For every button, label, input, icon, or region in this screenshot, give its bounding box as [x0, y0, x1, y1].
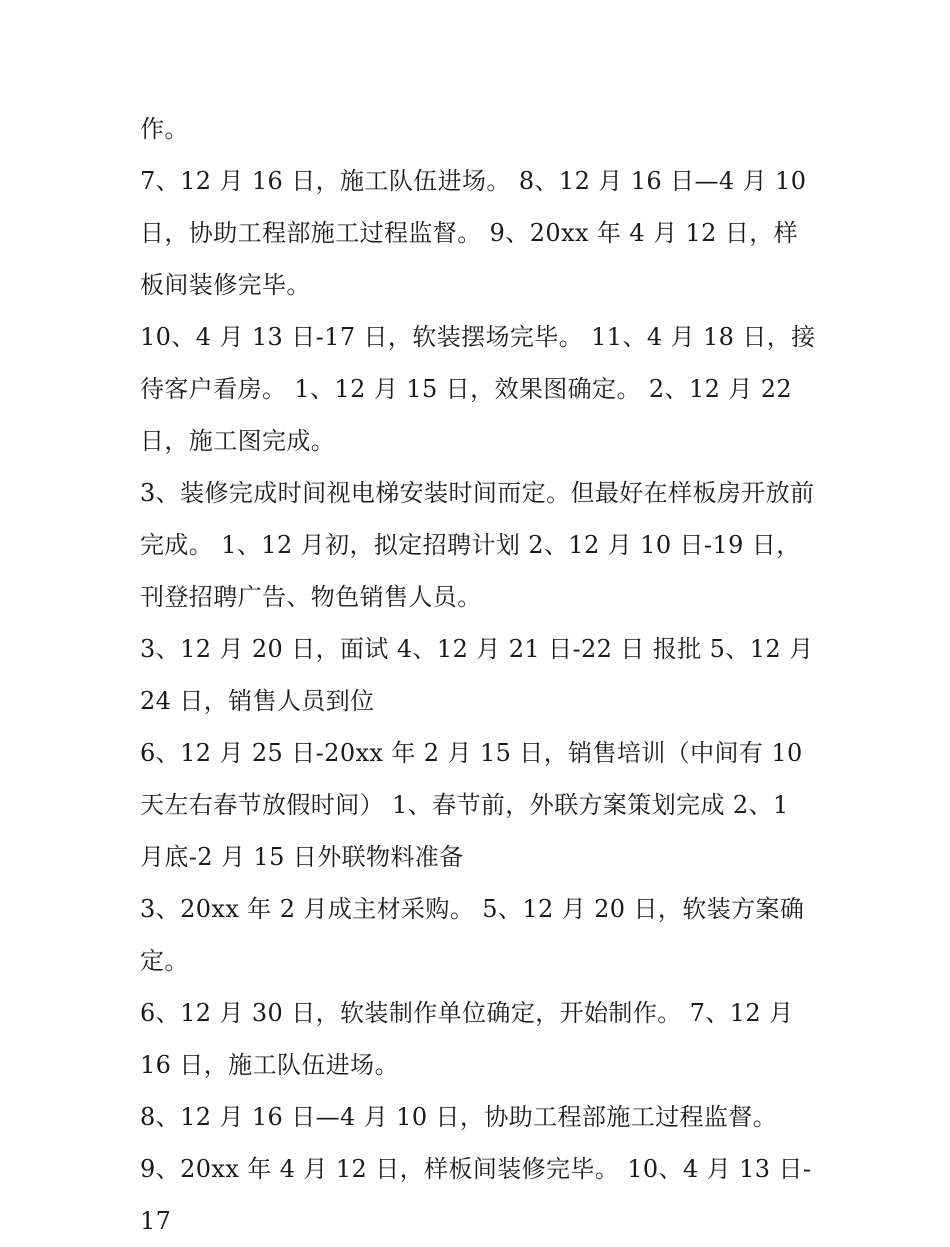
paragraph-5: 3、12 月 20 日，面试 4、12 月 21 日-22 日 报批 5、12 月 24 日，销售人员到位: [140, 635, 822, 715]
paragraph-6: 6、12 月 25 日-20xx 年 2 月 15 日，销售培训（中间有 10 天左右春节放假时间） 1、春节前，外联方案策划完成 2、1 月底-2 月 15 日外联物料准备: [140, 739, 811, 871]
paragraph-8: 6、12 月 30 日，软装制作单位确定，开始制作。 7、12 月 16 日，施工队伍进场。: [140, 999, 802, 1079]
paragraph-4: 3、装修完成时间视电梯安装时间而定。但最好在样板房开放前完成。 1、12 月初，拟定招聘计划 2、12 月 10 日-19 日，刊登招聘广告、物色销售人员。: [140, 479, 815, 611]
paragraph-7: 3、20xx 年 2 月成主材采购。 5、12 月 20 日，软装方案确定。: [140, 895, 805, 975]
paragraph-2: 7、12 月 16 日，施工队伍进场。 8、12 月 16 日—4 月 10 日，协助工程部施工过程监督。 9、20xx 年 4 月 12 日，样板间装修完毕。: [140, 167, 815, 299]
paragraph-10: 9、20xx 年 4 月 12 日，样板间装修完毕。 10、4 月 13 日-17: [140, 1155, 812, 1235]
paragraph-9: 8、12 月 16 日—4 月 10 日，协助工程部施工过程监督。: [140, 1103, 778, 1131]
paragraph-1: 作。: [140, 115, 189, 143]
paragraph-3: 10、4 月 13 日-17 日，软装摆场完毕。 11、4 月 18 日，接待客户看房。 1、12 月 15 日，效果图确定。 2、12 月 22 日，施工图完成。: [140, 323, 816, 455]
document-body: [140, 103, 822, 1247]
